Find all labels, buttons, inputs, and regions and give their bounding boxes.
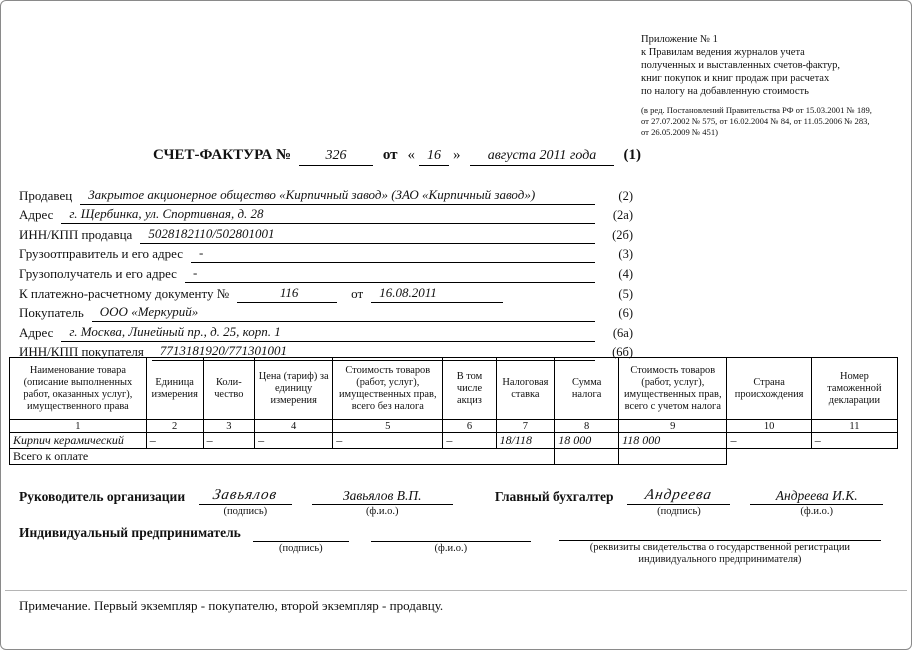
appendix-block bbox=[641, 33, 903, 138]
col-number: 1 bbox=[10, 420, 147, 433]
appendix-line: книг покупок и книг продаж при расчетах bbox=[641, 73, 830, 84]
field-marker: (4) bbox=[618, 266, 633, 281]
name-caption: (ф.и.о.) bbox=[365, 506, 399, 517]
invoice-date: августа 2011 года bbox=[470, 148, 613, 166]
item-tax-amount: 18 000 bbox=[555, 433, 619, 449]
appendix-line: Приложение № 1 bbox=[641, 34, 718, 45]
amendment-line: от 26.05.2009 № 451) bbox=[641, 127, 719, 137]
footer-note: Примечание. Первый экземпляр - покупателю, второй экземпляр - продавцу. bbox=[19, 598, 444, 613]
title-marker: (1) bbox=[623, 147, 641, 163]
field-value: Закрытое акционерное общество «Кирпичный завод» (ЗАО «Кирпичный завод») bbox=[80, 187, 595, 205]
payment-doc-from-label: от bbox=[351, 285, 364, 301]
entrepreneur-signature-box bbox=[253, 523, 349, 566]
col-number: 10 bbox=[727, 420, 811, 433]
field-label: ИНН/КПП продавца bbox=[19, 226, 133, 242]
item-unit: – bbox=[146, 433, 203, 449]
accountant-name-line bbox=[750, 486, 883, 505]
quote-open: « bbox=[407, 147, 416, 163]
field-label: Грузоотправитель и его адрес bbox=[19, 246, 184, 262]
entrepreneur-registration-box bbox=[559, 522, 881, 565]
chief-accountant-label: Главный бухгалтер bbox=[494, 488, 614, 504]
field-label: ИНН/КПП покупателя bbox=[19, 344, 144, 360]
field-consignee bbox=[19, 263, 633, 283]
field-label: Грузополучатель и его адрес bbox=[19, 265, 177, 281]
name-caption: (ф.и.о.) bbox=[800, 506, 833, 517]
accountant-signature-line bbox=[627, 486, 730, 505]
column-numbers-row bbox=[10, 420, 898, 433]
entrepreneur-name-line bbox=[371, 523, 531, 542]
field-label: К платежно-расчетному документу № bbox=[19, 285, 230, 301]
invoice-day: 16 bbox=[419, 148, 449, 166]
registration-caption: (реквизиты свидетельства о государственной регистрации индивидуального предпринимателя) bbox=[589, 542, 851, 565]
appendix-line: по налогу на добавленную стоимость bbox=[641, 86, 809, 97]
field-buyer bbox=[19, 303, 633, 323]
col-header-country: Страна происхождения bbox=[727, 358, 811, 420]
signature-row-1 bbox=[19, 486, 883, 518]
invoice-title bbox=[153, 147, 641, 166]
field-buyer-address bbox=[19, 322, 633, 342]
field-payment-doc bbox=[19, 283, 633, 303]
item-qty: – bbox=[203, 433, 255, 449]
accountant-name: Андреева И.К. bbox=[775, 488, 858, 503]
col-number: 11 bbox=[811, 420, 897, 433]
signature-caption: (подпись) bbox=[657, 506, 701, 517]
accountant-signature-box bbox=[627, 486, 730, 518]
item-country: – bbox=[727, 433, 811, 449]
col-header-tax-rate: Налоговая ставка bbox=[496, 358, 555, 420]
accountant-signature-script: Андреева bbox=[644, 487, 714, 503]
field-value: ООО «Меркурий» bbox=[92, 304, 595, 322]
col-header-price: Цена (тариф) за единицу измерения bbox=[255, 358, 333, 420]
field-value: г. Москва, Линейный пр., д. 25, корп. 1 bbox=[61, 324, 595, 342]
item-cost-with-tax: 118 000 bbox=[619, 433, 727, 449]
entrepreneur-signature-line bbox=[253, 523, 349, 542]
goods-table bbox=[9, 357, 898, 465]
field-value: - bbox=[191, 245, 595, 263]
appendix-line: полученных и выставленных счетов-фактур, bbox=[641, 60, 841, 71]
col-header-cost-with-tax: Стоимость товаров (работ, услуг), имущественных прав, всего с учетом налога bbox=[619, 358, 727, 420]
item-declaration: – bbox=[811, 433, 897, 449]
field-label: Адрес bbox=[19, 324, 54, 340]
col-header-tax-amount: Сумма налога bbox=[555, 358, 619, 420]
head-name: Завьялов В.П. bbox=[342, 488, 422, 503]
col-number: 4 bbox=[255, 420, 333, 433]
field-marker: (2а) bbox=[612, 208, 633, 223]
item-cost-without-tax: – bbox=[333, 433, 443, 449]
head-name-box bbox=[312, 486, 453, 518]
field-value: 5028182110/502801001 bbox=[140, 226, 595, 244]
field-consignor bbox=[19, 244, 633, 264]
footer-divider bbox=[5, 590, 907, 591]
field-value: - bbox=[185, 265, 595, 283]
col-number: 8 bbox=[555, 420, 619, 433]
total-cost-with-tax bbox=[619, 449, 727, 465]
col-header-name: Наименование товара (описание выполненных работ, оказанных услуг), имущественного права bbox=[10, 358, 147, 420]
field-label: Продавец bbox=[19, 187, 73, 203]
field-seller bbox=[19, 185, 633, 205]
field-seller-inn bbox=[19, 224, 633, 244]
quote-close: » bbox=[452, 147, 461, 163]
invoice-number: 326 bbox=[299, 148, 373, 166]
field-seller-address bbox=[19, 205, 633, 225]
signature-row-2 bbox=[19, 522, 881, 565]
field-marker: (2б) bbox=[612, 227, 633, 242]
appendix-amendments bbox=[641, 105, 903, 138]
entrepreneur-label: Индивидуальный предприниматель bbox=[19, 525, 241, 540]
col-number: 2 bbox=[146, 420, 203, 433]
appendix-line: к Правилам ведения журналов учета bbox=[641, 47, 805, 58]
col-header-qty: Коли-чество bbox=[203, 358, 255, 420]
total-row bbox=[10, 449, 898, 465]
col-header-excise: В том числе акциз bbox=[443, 358, 496, 420]
col-header-cost-without-tax: Стоимость товаров (работ, услуг), имущественных прав, всего без налога bbox=[333, 358, 443, 420]
amendment-line: от 27.07.2002 № 575, от 16.02.2004 № 84, от 11.05.2006 № 283, bbox=[641, 116, 870, 126]
payment-doc-number: 116 bbox=[237, 285, 337, 303]
invoice-title-label: СЧЕТ-ФАКТУРА № bbox=[153, 147, 292, 163]
entrepreneur-name-box bbox=[371, 523, 531, 566]
entrepreneur-registration-line bbox=[559, 522, 881, 541]
payment-doc-date: 16.08.2011 bbox=[371, 285, 503, 303]
header-fields bbox=[19, 185, 633, 361]
col-number: 3 bbox=[203, 420, 255, 433]
col-number: 6 bbox=[443, 420, 496, 433]
total-label: Всего к оплате bbox=[10, 449, 555, 465]
item-tax-rate: 18/118 bbox=[496, 433, 555, 449]
signature-caption: (подпись) bbox=[279, 542, 323, 554]
head-name-line bbox=[312, 486, 453, 505]
col-header-customs-declaration: Номер таможенной декларации bbox=[811, 358, 897, 420]
field-marker: (6б) bbox=[612, 345, 633, 360]
field-marker: (6) bbox=[618, 306, 633, 321]
total-tax-amount bbox=[555, 449, 619, 465]
field-value: г. Щербинка, ул. Спортивная, д. 28 bbox=[61, 206, 595, 224]
head-signature-script: Завьялов bbox=[212, 487, 279, 503]
amendment-line: (в ред. Постановлений Правительства РФ от 15.03.2001 № 189, bbox=[641, 105, 872, 115]
accountant-name-box bbox=[750, 486, 883, 518]
total-empty-area bbox=[727, 449, 898, 465]
field-marker: (3) bbox=[618, 247, 633, 262]
name-caption: (ф.и.о.) bbox=[434, 542, 468, 554]
col-number: 7 bbox=[496, 420, 555, 433]
invoice-from-label: от bbox=[382, 147, 398, 163]
table-header-row bbox=[10, 358, 898, 420]
field-marker: (6а) bbox=[612, 325, 633, 340]
item-name: Кирпич керамический bbox=[10, 433, 147, 449]
table-row bbox=[10, 433, 898, 449]
field-label: Покупатель bbox=[19, 305, 84, 321]
signature-caption: (подпись) bbox=[223, 506, 268, 517]
field-marker: (5) bbox=[618, 286, 633, 301]
field-label: Адрес bbox=[19, 207, 54, 223]
col-number: 9 bbox=[619, 420, 727, 433]
head-signature-line bbox=[199, 486, 291, 505]
head-of-org-label: Руководитель организации bbox=[19, 488, 186, 504]
item-price: – bbox=[255, 433, 333, 449]
field-marker: (2) bbox=[618, 188, 633, 203]
field-value: 7713181920/771301001 bbox=[152, 343, 595, 361]
col-number: 5 bbox=[333, 420, 443, 433]
item-excise: – bbox=[443, 433, 496, 449]
col-header-unit: Единица измерения bbox=[146, 358, 203, 420]
head-signature-box bbox=[199, 486, 291, 518]
